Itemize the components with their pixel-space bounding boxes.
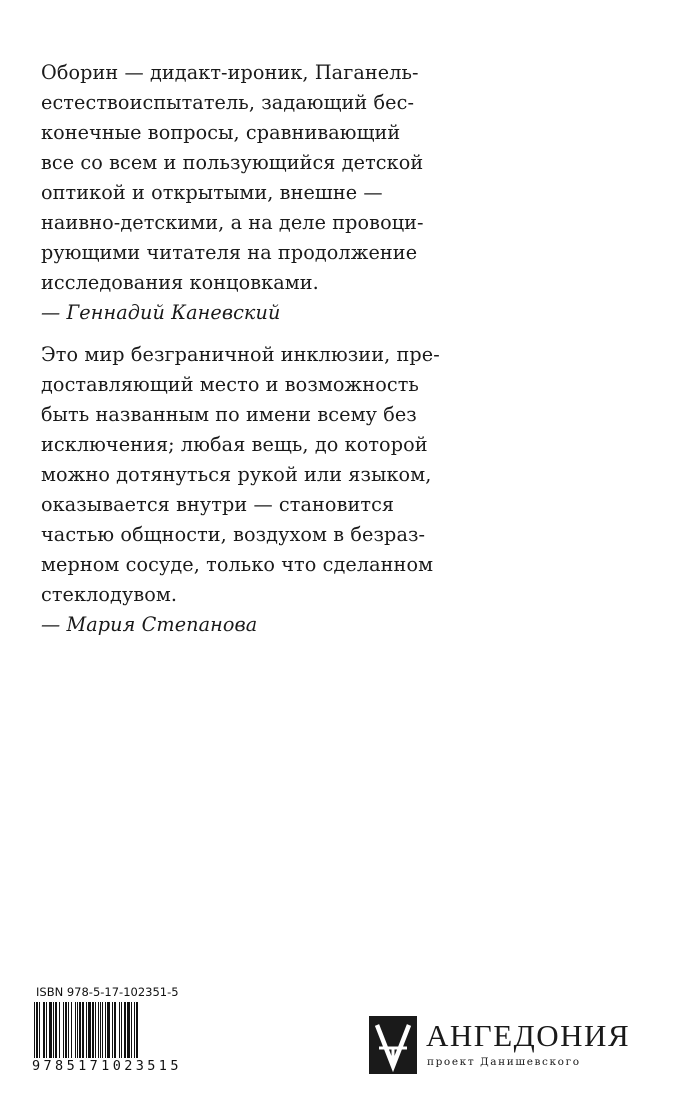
quote-line: доставляющий место и возможность (41, 373, 419, 396)
quote-line: исследования концовками. (41, 271, 319, 294)
barcode-bar (79, 1002, 81, 1062)
barcode-bar (102, 1002, 103, 1062)
quote-attribution: — Мария Степанова (41, 613, 258, 636)
barcode-bar (53, 1002, 54, 1062)
isbn-label: ISBN 978-5-17-102351-5 (36, 985, 179, 999)
barcode-bar (68, 1002, 69, 1062)
barcode-bar (82, 1002, 84, 1062)
publisher-mark-icon (369, 1016, 417, 1074)
barcode-bar (134, 1002, 135, 1062)
barcode-bar (59, 1002, 60, 1062)
barcode-bar (124, 1002, 126, 1062)
barcode-digits: 9785171023515 (32, 1058, 182, 1074)
quote-line: быть названным по имени всему без (41, 403, 417, 426)
quote-line: мерном сосуде, только что сделанном (41, 553, 434, 576)
quote-gennady-kanevsky (41, 58, 641, 328)
barcode-bar (92, 1002, 94, 1062)
barcode-bar (77, 1002, 78, 1062)
barcode-bar (43, 1002, 45, 1062)
barcode-bar (49, 1002, 52, 1062)
barcode-bar (88, 1002, 91, 1062)
barcode-bar (121, 1002, 122, 1062)
barcode-bar (55, 1002, 57, 1062)
barcode-bar (65, 1002, 67, 1062)
quote-line: частью общности, воздухом в безраз- (41, 523, 426, 546)
barcode-bar (127, 1002, 130, 1062)
quote-maria-stepanova (41, 340, 641, 640)
publisher-subtitle: проект Данишевского (427, 1056, 581, 1068)
barcode-bar (71, 1002, 72, 1062)
quote-line: естествоиспытатель, задающий бес- (41, 91, 415, 114)
barcode-bar (95, 1002, 96, 1062)
quote-line: рующими читателя на продолжение (41, 241, 418, 264)
barcode-bar (86, 1002, 87, 1062)
barcode-bar (114, 1002, 116, 1062)
quote-line: оказывается внутри — становится (41, 493, 395, 516)
barcode-bar (46, 1002, 47, 1062)
quote-line: стеклодувом. (41, 583, 178, 606)
barcode-bar (100, 1002, 101, 1062)
barcode-bar (75, 1002, 76, 1062)
barcode-bar (112, 1002, 113, 1062)
quote-line: конечные вопросы, сравнивающий (41, 121, 401, 144)
quote-attribution: — Геннадий Каневский (41, 301, 281, 324)
quote-line: исключения; любая вещь, до которой (41, 433, 428, 456)
barcode-bar (107, 1002, 110, 1062)
barcode-bar (63, 1002, 64, 1062)
barcode-bar (131, 1002, 132, 1062)
quote-line: оптикой и открытыми, внешне — (41, 181, 383, 204)
publisher-name: АНГЕДОНИЯ (426, 1018, 631, 1053)
barcode-bar (105, 1002, 106, 1062)
barcode-bar (119, 1002, 120, 1062)
quote-line: наивно-детскими, а на деле провоци- (41, 211, 424, 234)
quote-line: можно дотянуться рукой или языком, (41, 463, 432, 486)
quote-line: Оборин — дидакт-ироник, Паганель- (41, 61, 419, 84)
quote-line: Это мир безграничной инклюзии, пре- (41, 343, 440, 366)
barcode-bar (39, 1002, 40, 1062)
quote-line: все со всем и пользующийся детской (41, 151, 424, 174)
